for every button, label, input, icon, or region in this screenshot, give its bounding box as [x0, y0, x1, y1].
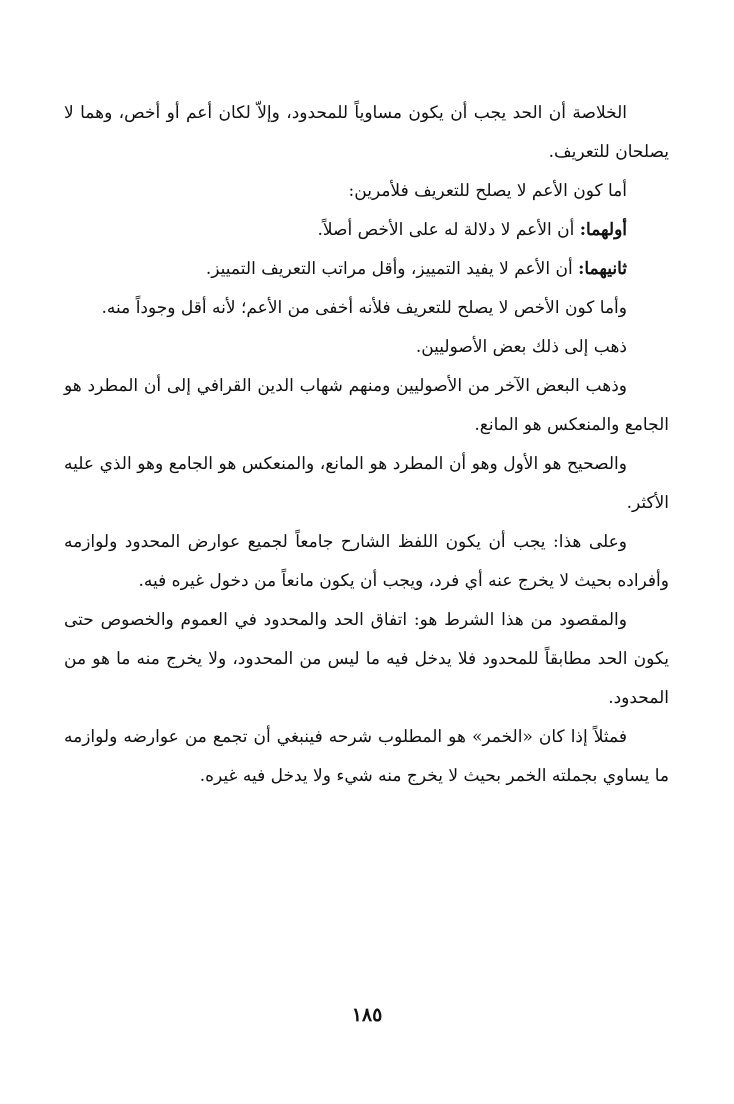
body-text: [64, 94, 669, 796]
paragraph-purpose: والمقصود من هذا الشرط هو: اتفاق الحد والمحدود في العموم والخصوص حتى يكون الحد مطابقاً للمحدود فلا يدخل فيه ما ليس من المحدود، ولا يخرج منه ما هو من المحدود.: [64, 610, 669, 708]
paragraph-accordingly: وعلى هذا: يجب أن يكون اللفظ الشارح جامعاً لجميع عوارض المحدود ولوازمه وأفراده بحيث لا يخرج عنه أي فرد، ويجب أن يكون مانعاً من دخول غيره فيه.: [64, 532, 669, 591]
paragraph-scholars-view: ذهب إلى ذلك بعض الأصوليين.: [415, 337, 627, 357]
page-number: ١٨٥: [351, 1004, 383, 1026]
paragraph-second-reason: [64, 250, 669, 289]
paragraph-summary: الخلاصة أن الحد يجب أن يكون مساوياً للمحدود، وإلاّ لكان أعم أو أخص، وهما لا يصلحان للتعريف.: [64, 103, 669, 162]
first-reason-text: أن الأعم لا دلالة له على الأخص أصلاً.: [317, 220, 580, 240]
paragraph-specific-unsuitable: وأما كون الأخص لا يصلح للتعريف فلأنه أخفى من الأعم؛ لأنه أقل وجوداً منه.: [101, 298, 627, 318]
paragraph-example: فمثلاً إذا كان «الخمر» هو المطلوب شرحه فينبغي أن تجمع من عوارضه ولوازمه ما يساوي بجملته الخمر بحيث لا يخرج منه شيء ولا يدخل فيه غيره.: [64, 727, 669, 786]
paragraph-first-reason: [64, 211, 669, 250]
second-reason-text: أن الأعم لا يفيد التمييز، وأقل مراتب التعريف التمييز.: [205, 259, 579, 279]
first-reason-term: أولهما:: [579, 220, 627, 240]
paragraph-general-unsuitable: أما كون الأعم لا يصلح للتعريف فلأمرين:: [348, 181, 627, 201]
second-reason-term: ثانيهما:: [578, 259, 627, 279]
paragraph-other-view: وذهب البعض الآخر من الأصوليين ومنهم شهاب الدين القرافي إلى أن المطرد هو الجامع والمنعكس هو المانع.: [64, 376, 669, 435]
paragraph-correct-view: والصحيح هو الأول وهو أن المطرد هو المانع، والمنعكس هو الجامع وهو الذي عليه الأكثر.: [64, 454, 669, 513]
